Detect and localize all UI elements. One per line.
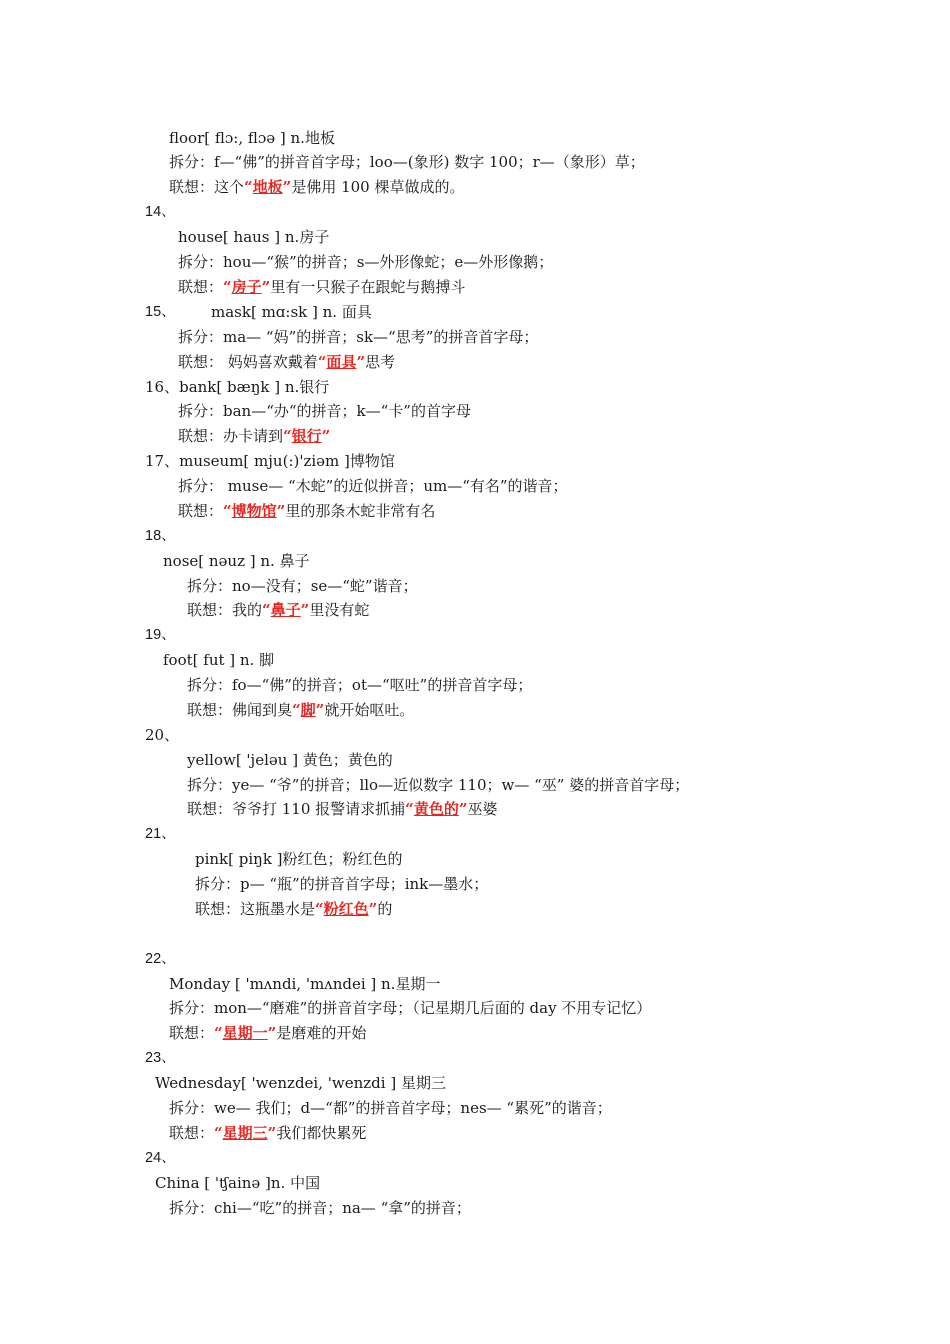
highlight-quote-open: “ <box>214 1024 223 1042</box>
entry-number: 17、 <box>145 452 180 470</box>
highlight-word: 地板 <box>252 178 283 196</box>
highlight-word: 星期一 <box>222 1024 268 1042</box>
association-text: 联想：我的 <box>187 601 263 619</box>
entry-number: 16、 <box>145 378 180 396</box>
highlight-quote-open: “ <box>223 278 232 296</box>
association-text: 是佛用 100 棵草做成的。 <box>291 178 465 196</box>
association-text: 就开始呕吐。 <box>324 701 415 719</box>
association-text: 联想： <box>169 1124 215 1142</box>
highlight-quote-close: ” <box>321 427 331 445</box>
entry-association-line <box>169 177 464 197</box>
entry-split-line: 拆分：ban—“办“的拼音；k—“卡”的首字母 <box>178 402 471 420</box>
highlight-quote-open: “ <box>262 601 271 619</box>
highlight-quote-close: ” <box>261 278 271 296</box>
entry-split-line: 拆分：mon—“磨难”的拼音首字母；（记星期几后面的 day 不用专记忆） <box>169 999 652 1017</box>
highlight-word: 星期三 <box>222 1124 268 1142</box>
entry-association-line <box>178 277 465 297</box>
entry-number: 24、 <box>145 1150 176 1166</box>
entry-headword: nose[ nəuz ] n. 鼻子 <box>163 552 310 570</box>
entry-association-line <box>178 501 435 521</box>
highlight-quote-close: ” <box>315 701 325 719</box>
entry-headword: museum[ mju(:)'ziəm ]博物馆 <box>179 452 395 470</box>
entry-split-line: 拆分：ma— “妈”的拼音；sk—“思考”的拼音首字母； <box>178 328 539 346</box>
highlight-word: 银行 <box>291 427 322 445</box>
association-text: 联想：这瓶墨水是 <box>195 900 316 918</box>
entry-split-line: 拆分： muse— “木蛇”的近似拼音；um—“有名”的谐音； <box>178 477 568 495</box>
entry-headword: Monday [ 'mʌndi, 'mʌndei ] n.星期一 <box>169 975 441 993</box>
association-text: 我们都快累死 <box>276 1124 367 1142</box>
entry-split-line: 拆分：no—没有；se—“蛇”谐音； <box>187 577 418 595</box>
entry-number: 22、 <box>145 951 176 967</box>
highlight-quote-close: ” <box>282 178 292 196</box>
highlight-quote-open: “ <box>292 701 301 719</box>
highlight-quote-close: ” <box>267 1024 277 1042</box>
entry-association-line <box>195 899 392 919</box>
association-text: 联想：这个 <box>169 178 245 196</box>
association-text: 联想： 妈妈喜欢戴着 <box>178 353 318 371</box>
entry-split-line: 拆分：we— 我们；d—“都”的拼音首字母；nes— “累死”的谐音； <box>169 1099 612 1117</box>
highlight-quote-close: ” <box>267 1124 277 1142</box>
entry-association-line <box>187 799 497 819</box>
entry-association-line <box>169 1023 366 1043</box>
association-text: 联想：办卡请到 <box>178 427 284 445</box>
highlight-word: 黄色的 <box>413 800 459 818</box>
highlight-word: 鼻子 <box>270 601 301 619</box>
entry-headword: yellow[ 'jeləu ] 黄色；黄色的 <box>187 751 393 769</box>
highlight-quote-open: “ <box>223 502 232 520</box>
entry-headword: house[ haus ] n.房子 <box>178 228 330 246</box>
association-text: 是磨难的开始 <box>276 1024 367 1042</box>
highlight-word: 面具 <box>326 353 357 371</box>
entry-number: 15、 <box>145 304 176 320</box>
highlight-quote-close: ” <box>458 800 468 818</box>
entry-number: 14、 <box>145 204 176 220</box>
highlight-quote-open: “ <box>405 800 414 818</box>
entry-split-line: 拆分：hou—“猴”的拼音；s—外形像蛇；e—外形像鹅； <box>178 253 554 271</box>
association-text: 联想： <box>178 502 224 520</box>
entry-headword: foot[ fut ] n. 脚 <box>163 651 275 669</box>
entry-headword: floor[ flɔ:, flɔə ] n.地板 <box>169 129 335 147</box>
entry-split-line: 拆分：fo—“佛”的拼音；ot—“呕吐”的拼音首字母； <box>187 676 533 694</box>
association-text: 联想： <box>169 1024 215 1042</box>
entry-number: 20、 <box>145 726 180 744</box>
association-text: 思考 <box>365 353 396 371</box>
entry-association-line <box>169 1123 366 1143</box>
association-text: 联想：佛闻到臭 <box>187 701 293 719</box>
association-text: 里的那条木蛇非常有名 <box>285 502 436 520</box>
entry-number-headword <box>145 451 395 471</box>
entry-headword: Wednesday[ 'wenzdei, 'wenzdi ] 星期三 <box>155 1074 446 1092</box>
highlight-quote-open: “ <box>244 178 253 196</box>
highlight-word: 粉红色 <box>323 900 369 918</box>
highlight-quote-open: “ <box>283 427 292 445</box>
entry-headword: bank[ bæŋk ] n.银行 <box>179 378 330 396</box>
association-text: 巫婆 <box>467 800 498 818</box>
entry-association-line <box>187 700 414 720</box>
highlight-quote-close: ” <box>276 502 286 520</box>
association-text: 联想：爷爷打 110 报警请求抓捕 <box>187 800 406 818</box>
entry-headword: mask[ mɑ:sk ] n. 面具 <box>211 303 372 321</box>
entry-association-line <box>178 352 395 372</box>
highlight-quote-close: ” <box>368 900 378 918</box>
association-text: 的 <box>377 900 393 918</box>
entry-split-line: 拆分：chi—“吃”的拼音；na— “拿”的拼音； <box>169 1199 471 1217</box>
entry-number: 21、 <box>145 826 176 842</box>
highlight-word: 房子 <box>231 278 262 296</box>
highlight-word: 博物馆 <box>231 502 277 520</box>
entry-association-line <box>178 426 330 446</box>
highlight-quote-open: “ <box>214 1124 223 1142</box>
entry-number: 19、 <box>145 627 176 643</box>
entry-headword: China [ 'ʧainə ]n. 中国 <box>155 1174 321 1192</box>
highlight-quote-open: “ <box>317 353 327 371</box>
entry-headword: pink[ piŋk ]粉红色；粉红色的 <box>195 850 403 868</box>
highlight-quote-close: ” <box>356 353 366 371</box>
entry-number: 23、 <box>145 1050 176 1066</box>
highlight-quote-open: “ <box>315 900 324 918</box>
highlight-quote-close: ” <box>300 601 310 619</box>
highlight-word: 脚 <box>300 701 316 719</box>
entry-split-line: 拆分：p— “瓶”的拼音首字母；ink—墨水； <box>195 875 489 893</box>
entry-split-line: 拆分：f—“佛”的拼音首字母；loo—(象形) 数字 100；r—（象形）草； <box>169 153 645 171</box>
entry-association-line <box>187 600 369 620</box>
association-text: 里没有蛇 <box>309 601 370 619</box>
association-text: 里有一只猴子在跟蛇与鹅搏斗 <box>270 278 466 296</box>
association-text: 联想： <box>178 278 224 296</box>
entry-split-line: 拆分：ye— “爷”的拼音；llo—近似数字 110；w— “巫” 婆的拼音首字母； <box>187 776 690 794</box>
entry-number: 18、 <box>145 528 176 544</box>
entry-number-headword <box>145 377 329 397</box>
